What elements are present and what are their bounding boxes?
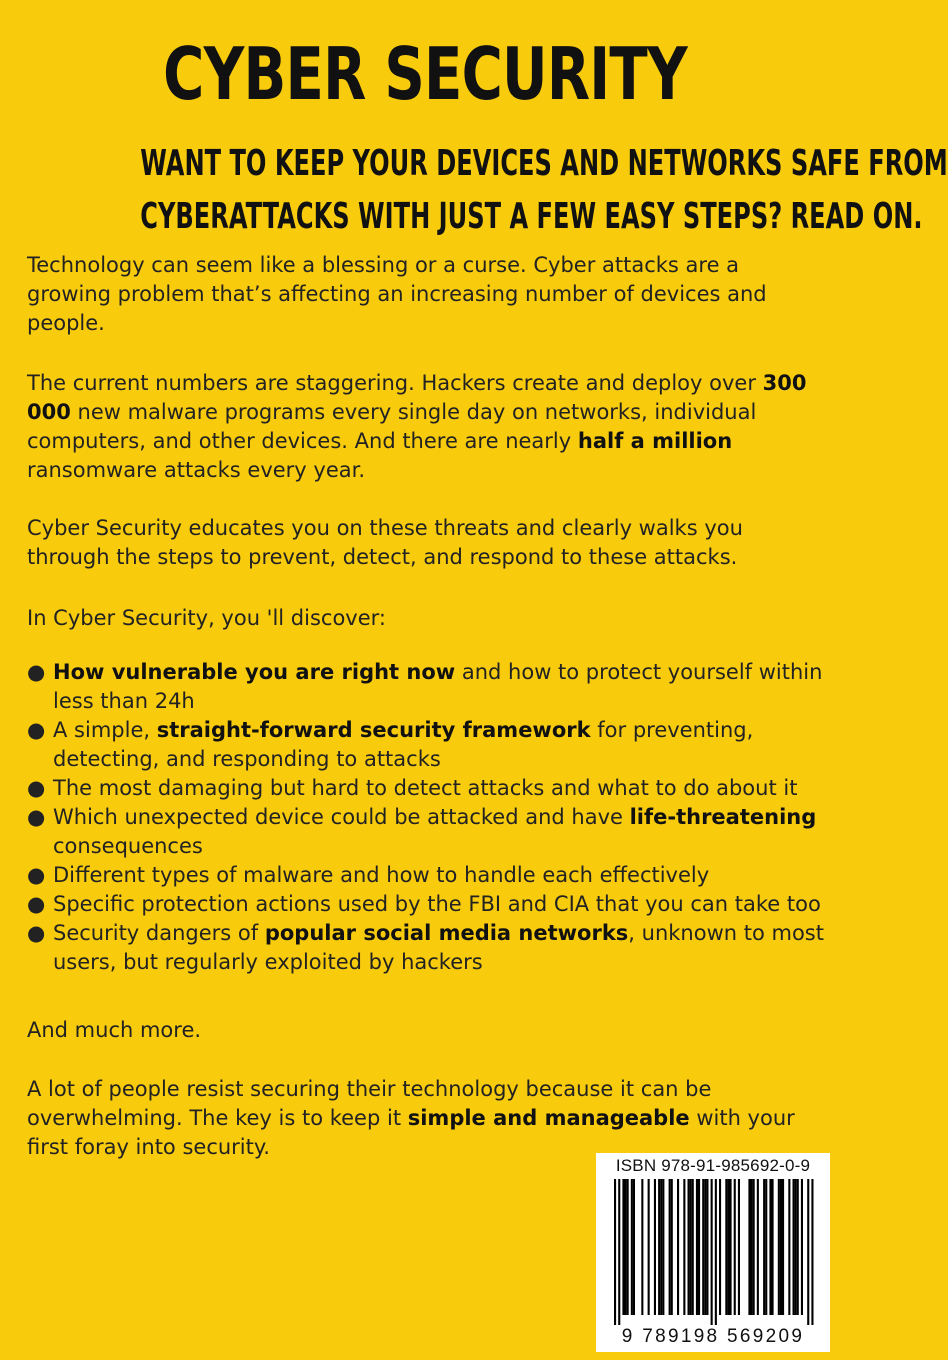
list-item (27, 774, 827, 803)
list-item (27, 803, 827, 861)
list-item (27, 919, 827, 977)
barcode-bar (788, 1179, 790, 1315)
barcode-bar (648, 1179, 650, 1315)
barcode-bar (807, 1179, 809, 1325)
bullet-icon: ● (27, 776, 46, 800)
barcode-bar (669, 1179, 671, 1315)
barcode-bar (795, 1179, 797, 1315)
feature-list (27, 658, 827, 977)
barcode-bar (631, 1179, 633, 1315)
barcode-bar (734, 1179, 736, 1315)
text: Different types of malware and how to handle each effectively (53, 863, 710, 887)
barcode-panel (596, 1153, 830, 1352)
barcode-bar (811, 1179, 813, 1325)
barcode-bar (704, 1179, 706, 1315)
malware-count: 300 000 (27, 371, 807, 424)
barcode-bar (772, 1179, 774, 1315)
barcode-bar (763, 1179, 765, 1315)
barcode-bar (748, 1179, 750, 1315)
bullet-icon: ● (27, 660, 46, 684)
emphasis: popular social media networks (264, 921, 629, 945)
much-more-paragraph: And much more. (27, 1018, 202, 1042)
barcode-bar (730, 1179, 732, 1315)
emphasis: straight-forward security framework (156, 718, 591, 742)
barcode-bar (751, 1179, 753, 1315)
list-item (27, 716, 827, 774)
barcode-bar (780, 1179, 782, 1315)
barcode-bar (782, 1179, 784, 1315)
barcode-bar (719, 1179, 721, 1315)
bullet-icon: ● (27, 805, 46, 829)
statistics-paragraph (27, 369, 827, 485)
bullet-icon: ● (27, 863, 46, 887)
bullet-icon: ● (27, 921, 46, 945)
barcode-bar (671, 1179, 673, 1315)
barcode-bar (627, 1179, 629, 1315)
barcode-bar (622, 1179, 624, 1315)
barcode-bar (702, 1179, 704, 1315)
list-item (27, 890, 827, 919)
education-paragraph: Cyber Security educates you on these threats and clearly walks you through the steps to prevent, detect, and respond to these attacks. (27, 516, 743, 569)
barcode-bar (801, 1179, 803, 1315)
barcode-bar (696, 1179, 698, 1315)
barcode-bar (690, 1179, 692, 1315)
barcode-bar (633, 1179, 635, 1315)
barcode-bar (711, 1179, 713, 1325)
barcode-bar (793, 1179, 795, 1315)
barcode-bar (753, 1179, 755, 1315)
text: Security dangers of (53, 921, 265, 945)
barcode-bar (765, 1179, 767, 1315)
bullet-icon: ● (27, 718, 46, 742)
ean-digits: 9 789198 569209 (621, 1326, 805, 1347)
discover-heading: In Cyber Security, you 'll discover: (27, 606, 386, 630)
barcode-icon (602, 1179, 824, 1327)
subtitle-line-2: CYBERATTACKS WITH JUST A FEW EASY STEPS? READ ON. (140, 196, 923, 237)
barcode-bar (769, 1179, 771, 1315)
barcode-bar (757, 1179, 759, 1315)
text: , unknown to most users, but regularly exploited by hackers (53, 921, 824, 974)
barcode-bar (618, 1179, 620, 1325)
barcode-bar (677, 1179, 679, 1315)
emphasis: How vulnerable you are right now (53, 660, 456, 684)
barcode-bar (688, 1179, 690, 1315)
text: with your first foray into security. (27, 1106, 795, 1159)
barcode-bar (725, 1179, 727, 1315)
barcode-bar (658, 1179, 660, 1315)
list-item (27, 861, 827, 890)
barcode-bar (706, 1179, 708, 1315)
text: The most damaging but hard to detect attacks and what to do about it (53, 776, 798, 800)
subtitle-line-1: WANT TO KEEP YOUR DEVICES AND NETWORKS SAFE FROM (140, 143, 948, 184)
barcode-bar (692, 1179, 694, 1315)
text: A lot of people resist securing their technology because it can be overwhelming. The key is to keep it (27, 1077, 712, 1130)
text: ransomware attacks every year. (27, 458, 365, 482)
text: Specific protection actions used by the FBI and CIA that you can take too (53, 892, 821, 916)
barcode-bar (715, 1179, 717, 1325)
text: new malware programs every single day on networks, individual computers, and other devices. And there are nearly (27, 400, 757, 453)
barcode-bar (778, 1179, 780, 1315)
emphasis: simple and manageable (407, 1106, 690, 1130)
barcode-bar (625, 1179, 627, 1315)
text: consequences (53, 834, 203, 858)
intro-paragraph: Technology can seem like a blessing or a curse. Cyber attacks are a growing problem that’s affecting an increasing number of devices and people. (27, 253, 767, 335)
barcode-bar (738, 1179, 740, 1315)
barcode-bar (614, 1179, 616, 1325)
barcode-bar (683, 1179, 685, 1315)
isbn-label: ISBN 978-91-985692-0-9 (615, 1156, 811, 1175)
barcode-bar (727, 1179, 729, 1315)
closing-paragraph (27, 1075, 827, 1162)
ransomware-count: half a million (577, 429, 733, 453)
bullet-icon: ● (27, 892, 46, 916)
barcode-bar (797, 1179, 799, 1315)
barcode-bar (654, 1179, 656, 1315)
list-item (27, 658, 827, 716)
text: The current numbers are staggering. Hackers create and deploy over (27, 371, 763, 395)
barcode-bar (641, 1179, 643, 1315)
text: Which unexpected device could be attacked and have (53, 805, 630, 829)
book-title: CYBER SECURITY (163, 32, 687, 116)
text: for preventing, detecting, and responding to attacks (53, 718, 754, 771)
barcode-bar (660, 1179, 662, 1315)
emphasis: life-threatening (629, 805, 817, 829)
barcode-bar (698, 1179, 700, 1315)
text: and how to protect yourself within less than 24h (53, 660, 823, 713)
barcode-bar (662, 1179, 664, 1315)
text: A simple, (53, 718, 157, 742)
